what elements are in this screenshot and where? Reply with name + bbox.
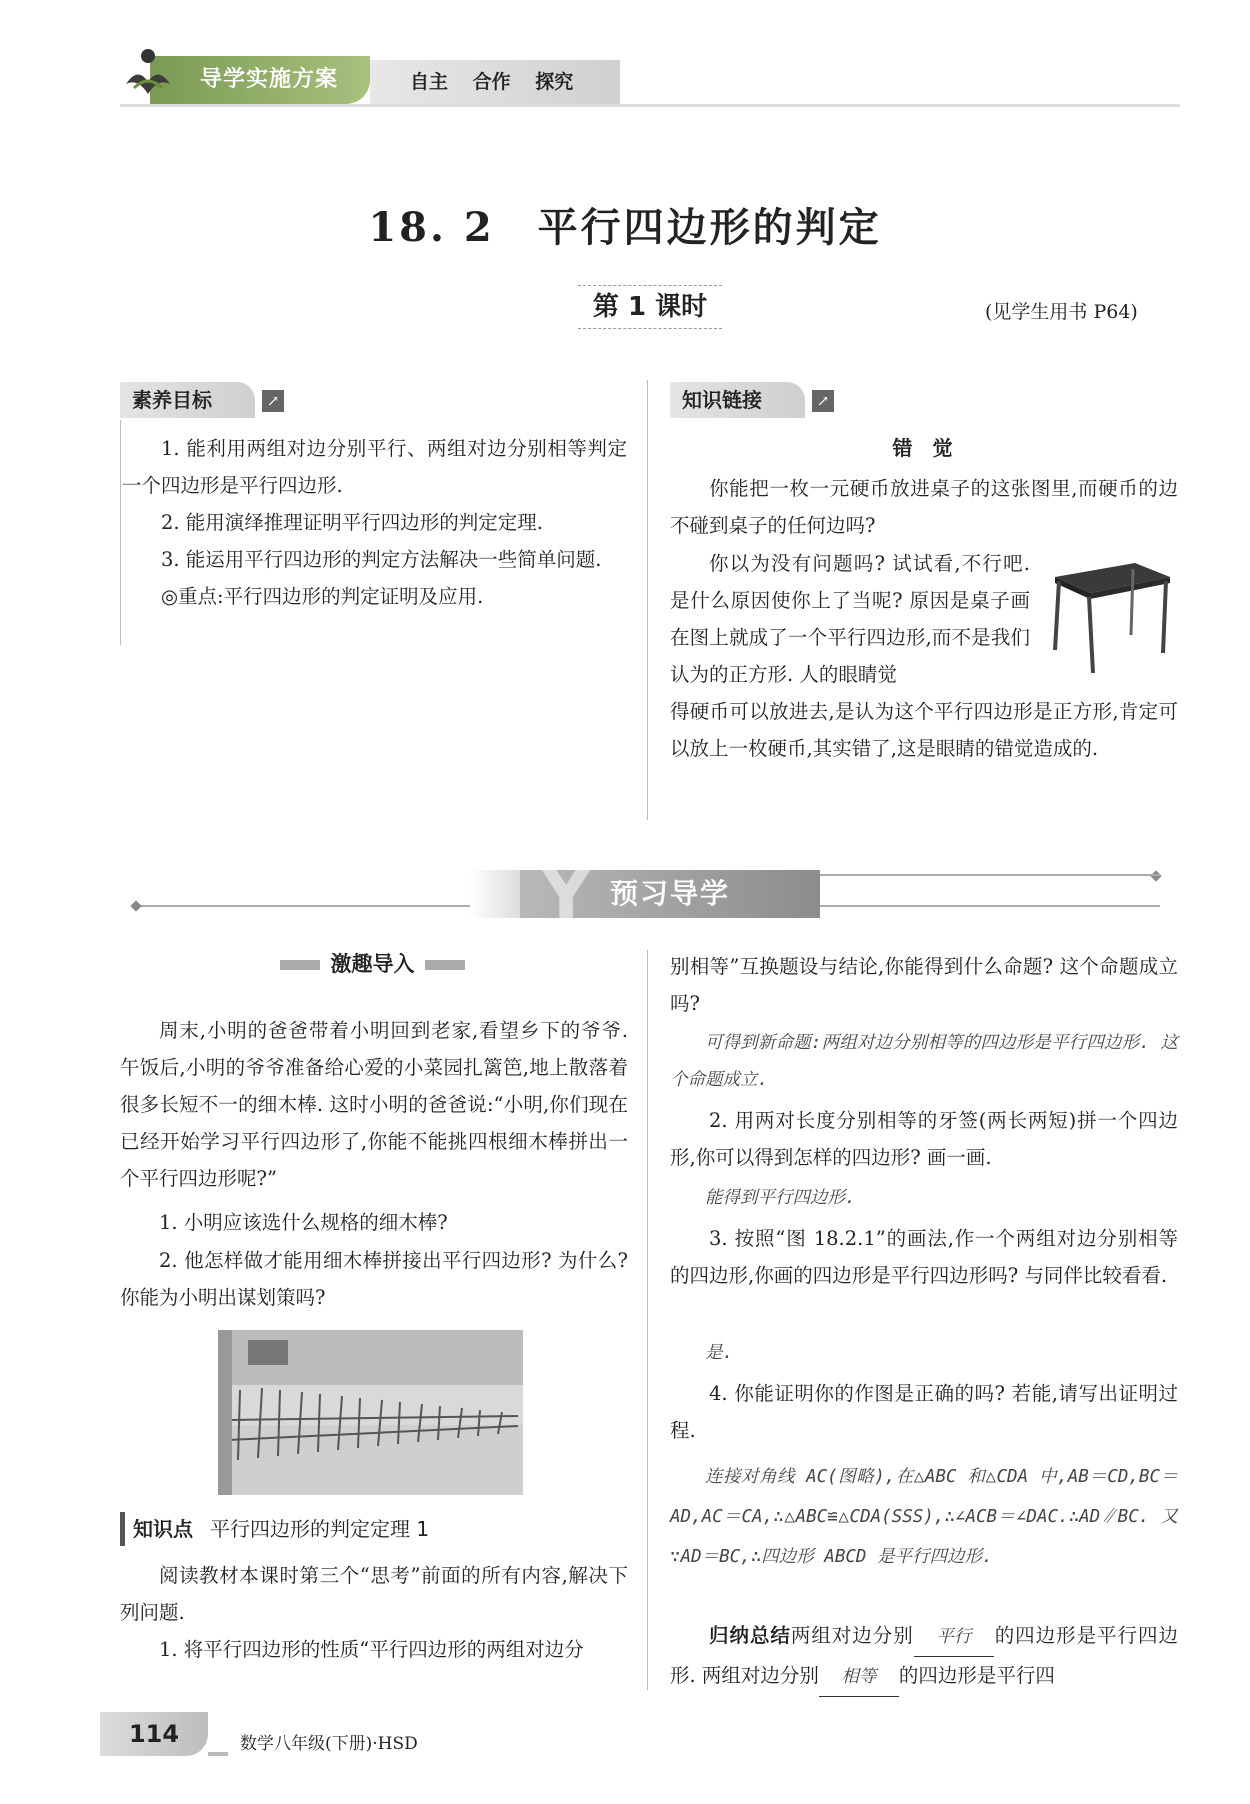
intro-heading: 激趣导入 xyxy=(330,952,415,976)
banner-dot xyxy=(1150,870,1161,881)
knowledge-link-tab: 知识链接 xyxy=(670,382,805,418)
illusion-p1: 你能把一枚一元硬币放进桌子的这张图里,而硬币的边不碰到桌子的任何边吗? xyxy=(670,477,1178,537)
answer-4: 连接对角线 AC(图略),在△ABC 和△CDA 中,AB＝CD,BC＝AD,AC＝CA,∴△ABC≌△CDA(SSS),∴∠ACB＝∠DAC.∴AD∥BC. 又∵AD＝BC,∴四边形 ABCD 是平行四边形. xyxy=(670,1467,1178,1567)
answer-1: 可得到新命题:两组对边分别相等的四边形是平行四边形. 这个命题成立. xyxy=(670,1033,1178,1090)
header-tags: 自主 合作 探究 xyxy=(370,60,620,104)
kp-intro: 阅读教材本课时第三个“思考”前面的所有内容,解决下列问题. xyxy=(120,1564,628,1624)
summary-text-b: 的四边形是平行四边形. 两组对边分别 xyxy=(670,1624,1178,1687)
illusion-p2a: 你以为没有问题吗? 试试看,不行吧. 是什么原因使你上了当呢? 原因是桌子画在图上就成了一个平行四边形,而不是我们认为的正方形. 人的眼睛觉 xyxy=(670,552,1030,686)
table-image xyxy=(1045,555,1175,680)
fence-photo xyxy=(218,1330,523,1495)
illusion-p2b: 得硬币可以放进去,是认为这个平行四边形是正方形,肯定可以放上一枚硬币,其实错了,这是眼睛的错觉造成的. xyxy=(670,700,1178,760)
summary-text-a: 两组对边分别 xyxy=(790,1624,914,1647)
page-title: 18. 2 平行四边形的判定 xyxy=(368,204,882,251)
column-divider xyxy=(647,950,648,1690)
kp-question-1: 1. 将平行四边形的性质“平行四边形的两组对边分 xyxy=(159,1638,584,1661)
banner-letter-icon: Y xyxy=(540,852,593,936)
arrow-icon: ↗ xyxy=(812,390,834,412)
summary-text-c: 的四边形是平行四 xyxy=(898,1664,1055,1687)
question-1: 1. 小明应该选什么规格的细木棒? xyxy=(159,1211,448,1234)
illusion-heading: 错 觉 xyxy=(892,436,953,460)
summary xyxy=(670,1617,1178,1697)
goal-item: 1. 能利用两组对边分别平行、两组对边分别相等判定一个四边形是平行四边形. xyxy=(122,437,627,497)
goal-item: 3. 能运用平行四边形的判定方法解决一些简单问题. xyxy=(161,548,602,571)
answer-3: 是. xyxy=(705,1343,734,1363)
banner-line-upper xyxy=(820,874,1160,876)
footer-deco xyxy=(208,1752,228,1756)
kp-question-4: 4. 你能证明你的作图是正确的吗? 若能,请写出证明过程. xyxy=(670,1382,1178,1442)
summary-label: 归纳总结 xyxy=(709,1624,791,1647)
column-divider xyxy=(647,380,648,820)
kp-title: 平行四边形的判定定理 1 xyxy=(209,1517,430,1541)
summary-blank-2: 相等 xyxy=(819,1659,899,1697)
page-number: 114 xyxy=(100,1712,208,1756)
banner-dot xyxy=(130,900,141,911)
goals-tab: 素养目标 xyxy=(120,382,255,418)
goal-item: 2. 能用演绎推理证明平行四边形的判定定理. xyxy=(161,511,544,534)
knowledge-point-header xyxy=(120,1512,640,1546)
header-brand: 导学实施方案 xyxy=(150,56,370,104)
goals-list xyxy=(122,430,627,615)
kp-label: 知识点 xyxy=(133,1517,193,1541)
kp-question-1-cont: 别相等”互换题设与结论,你能得到什么命题? 这个命题成立吗? xyxy=(670,955,1178,1015)
answer-2: 能得到平行四边形. xyxy=(705,1188,856,1208)
footer-book: 数学八年级(下册)·HSD xyxy=(240,1734,418,1754)
lesson-label: 第 1 课时 xyxy=(578,285,722,329)
banner-fade xyxy=(470,870,520,918)
header-divider xyxy=(120,104,1180,107)
summary-blank-1: 平行 xyxy=(914,1619,994,1657)
preview-banner: 预习导学 xyxy=(520,870,820,918)
goals-border xyxy=(120,420,121,645)
goal-focus: ◎重点:平行四边形的判定证明及应用. xyxy=(161,585,484,608)
intro-text: 周末,小明的爸爸带着小明回到老家,看望乡下的爷爷. 午饭后,小明的爷爷准备给心爱的小菜园扎篱笆,地上散落着很多长短不一的细木棒. 这时小明的爸爸说:“小明,你们现在已经开始学习平行四边形了,你能不能挑四根细木棒拼出一个平行四边形呢?” xyxy=(120,1019,628,1190)
kp-question-3: 3. 按照“图 18.2.1”的画法,作一个两组对边分别相等的四边形,你画的四边形是平行四边形吗? 与同伴比较看看. xyxy=(670,1227,1178,1287)
reference-note: (见学生用书 P64) xyxy=(985,301,1138,323)
question-2: 2. 他怎样做才能用细木棒拼接出平行四边形? 为什么? 你能为小明出谋划策吗? xyxy=(120,1249,628,1309)
book-logo-icon xyxy=(118,44,178,104)
kp-question-2: 2. 用两对长度分别相等的牙签(两长两短)拼一个四边形,你可以得到怎样的四边形? 画一画. xyxy=(670,1109,1178,1169)
arrow-icon: ↗ xyxy=(262,390,284,412)
